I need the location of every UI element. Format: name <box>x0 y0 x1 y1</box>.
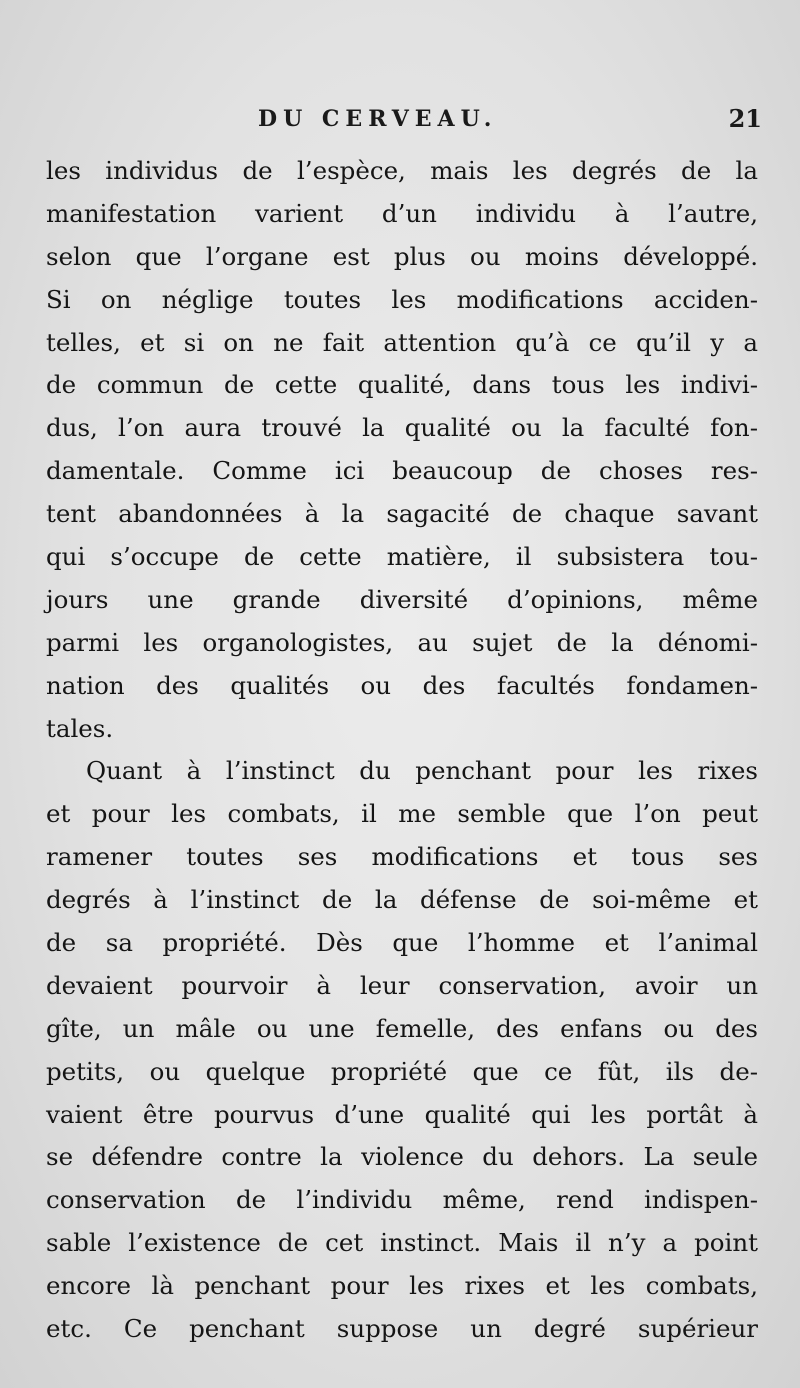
text-line: sable l’existence de cet instinct. Mais il n’y a point <box>46 1228 758 1258</box>
text-line: telles, et si on ne fait attention qu’à ce qu’il y a <box>46 327 758 357</box>
running-title: DU CERVEAU. <box>258 106 498 132</box>
text-line: de commun de cette qualité, dans tous les indivi- <box>46 370 758 400</box>
text-line: nation des qualités ou des facultés fondamen- <box>46 670 758 700</box>
text-line: manifestation varient d’un individu à l’autre, <box>46 198 758 228</box>
text-line: de sa propriété. Dès que l’homme et l’animal <box>46 928 758 958</box>
text-line: les individus de l’espèce, mais les degrés de la <box>46 156 758 185</box>
page-number: 21 <box>728 104 762 133</box>
running-head <box>0 102 800 142</box>
text-line: tales. <box>46 713 114 743</box>
text-line: tent abandonnées à la sagacité de chaque savant <box>46 499 758 529</box>
text-line: encore là penchant pour les rixes et les combats, <box>46 1271 758 1301</box>
text-line: ramener toutes ses modifications et tous ses <box>46 842 758 872</box>
text-line: parmi les organologistes, au sujet de la dénomi- <box>46 627 758 657</box>
text-line: Quant à l’instinct du penchant pour les rixes <box>86 756 758 786</box>
text-line: gîte, un mâle ou une femelle, des enfans ou des <box>46 1013 758 1043</box>
text-line: se défendre contre la violence du dehors. La seule <box>46 1142 758 1172</box>
text-line: damentale. Comme ici beaucoup de choses res- <box>46 456 758 486</box>
text-line: jours une grande diversité d’opinions, même <box>46 584 758 614</box>
text-line: qui s’occupe de cette matière, il subsistera tou- <box>46 542 758 572</box>
text-line: conservation de l’individu même, rend indispen- <box>46 1185 758 1215</box>
text-line: dus, l’on aura trouvé la qualité ou la faculté fon- <box>46 413 758 443</box>
text-line: Si on néglige toutes les modifications acciden- <box>46 284 758 314</box>
paragraph-2 <box>46 750 758 1350</box>
text-line: degrés à l’instinct de la défense de soi-même et <box>46 885 758 915</box>
text-line: petits, ou quelque propriété que ce fût, ils de- <box>46 1056 758 1086</box>
text-line: et pour les combats, il me semble que l’on peut <box>46 799 758 829</box>
text-line: devaient pourvoir à leur conservation, avoir un <box>46 970 758 1000</box>
paragraph-1 <box>46 150 758 750</box>
text-line: etc. Ce penchant suppose un degré supérieur <box>46 1314 758 1344</box>
body-text <box>46 150 758 1351</box>
text-line: selon que l’organe est plus ou moins développé. <box>46 241 758 271</box>
text-line: vaient être pourvus d’une qualité qui les portât à <box>46 1099 758 1129</box>
